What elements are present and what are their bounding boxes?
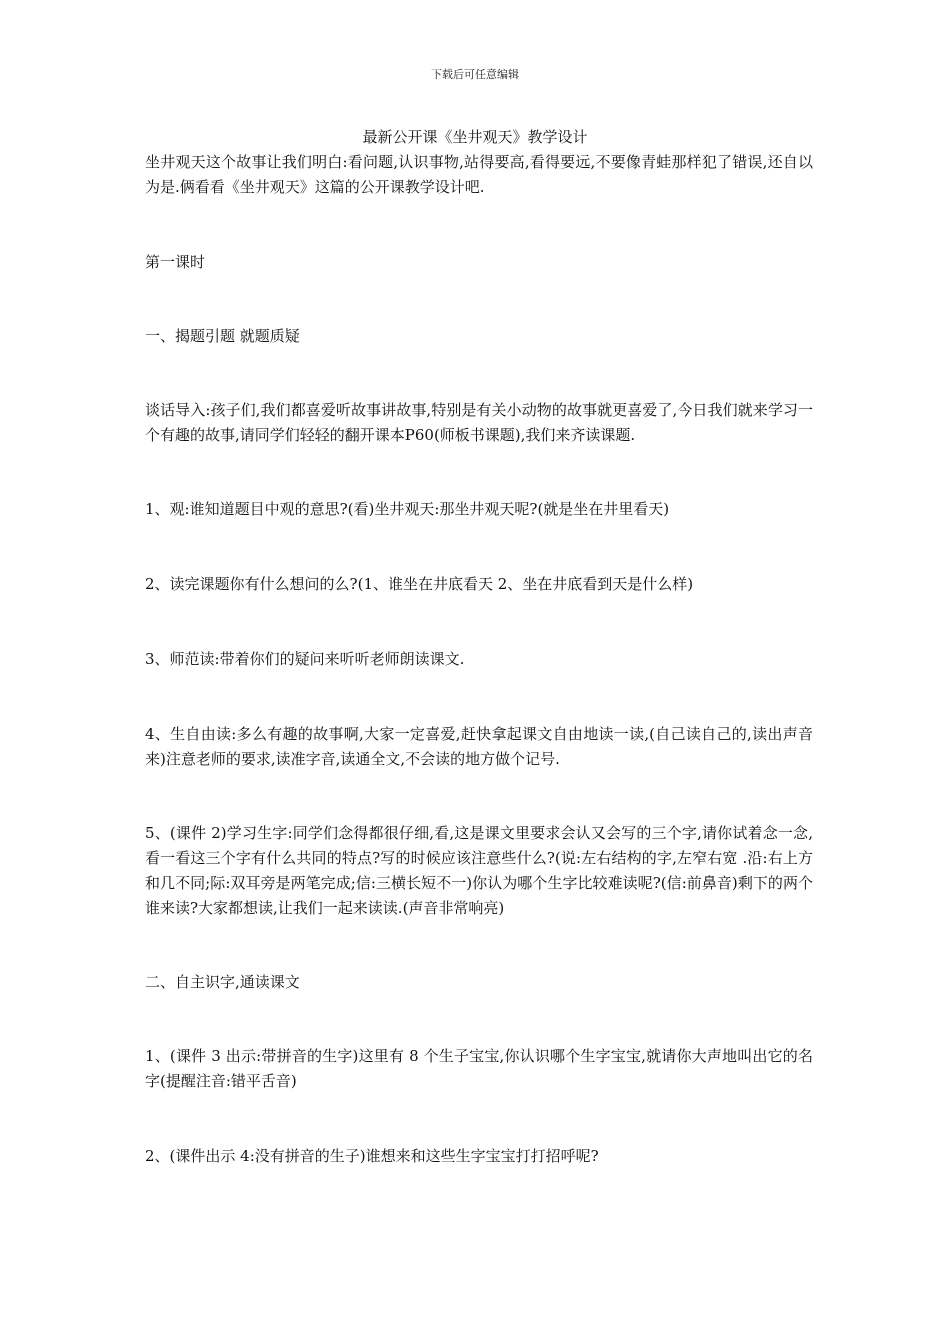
list-item-7: 2、(课件出示 4:没有拼音的生子)谁想来和这些生字宝宝打打招呼呢? [145, 1147, 599, 1165]
section-heading-1: 一、揭题引题 就题质疑 [145, 327, 300, 345]
page-header-note: 下载后可任意编辑 [431, 68, 519, 81]
list-item-5: 5、(课件 2)学习生字:同学们念得都很仔细,看,这是课文里要求会认又会写的三个字,请你试着念一念,看一看这三个字有什么共同的特点?写的时候应该注意些什么?(说:左右结构的字,左窄右宽 .沿:右上方和几不同;际:双耳旁是两笔完成;信:三横长短不一)你认为哪个生字比较难读呢?(信:前鼻音)剩下的两个谁来读?大家都想读,让我们一起来读读.(声音非常响亮) [145, 824, 813, 917]
document-title: 最新公开课《坐井观天》教学设计 [362, 128, 588, 146]
list-item-3: 3、师范读:带着你们的疑问来听听老师朗读课文. [145, 650, 465, 668]
list-item-6: 1、(课件 3 出示:带拼音的生字)这里有 8 个生子宝宝,你认识哪个生字宝宝,就请你大声地叫出它的名字(提醒注音:错平舌音) [145, 1047, 813, 1090]
section-heading-2: 二、自主识字,通读课文 [145, 973, 300, 991]
lesson-heading: 第一课时 [145, 253, 206, 271]
list-item-4: 4、生自由读:多么有趣的故事啊,大家一定喜爱,赶快拿起课文自由地读一读,(自己读自己的,读出声音来)注意老师的要求,读准字音,读通全文,不会读的地方做个记号. [145, 725, 813, 768]
intro-talk-paragraph: 谈话导入:孩子们,我们都喜爱听故事讲故事,特别是有关小动物的故事就更喜爱了,今日我们就来学习一个有趣的故事,请同学们轻轻的翻开课本P60(师板书课题),我们来齐读课题. [145, 401, 813, 444]
intro-paragraph: 坐井观天这个故事让我们明白:看问题,认识事物,站得要高,看得要远,不要像青蛙那样犯了错误,还自以为是.俩看看《坐井观天》这篇的公开课教学设计吧. [145, 153, 813, 196]
list-item-1: 1、观:谁知道题目中观的意思?(看)坐井观天:那坐井观天呢?(就是坐在井里看天) [145, 500, 670, 518]
list-item-2: 2、读完课题你有什么想问的么?(1、谁坐在井底看天 2、坐在井底看到天是什么样) [145, 575, 694, 593]
